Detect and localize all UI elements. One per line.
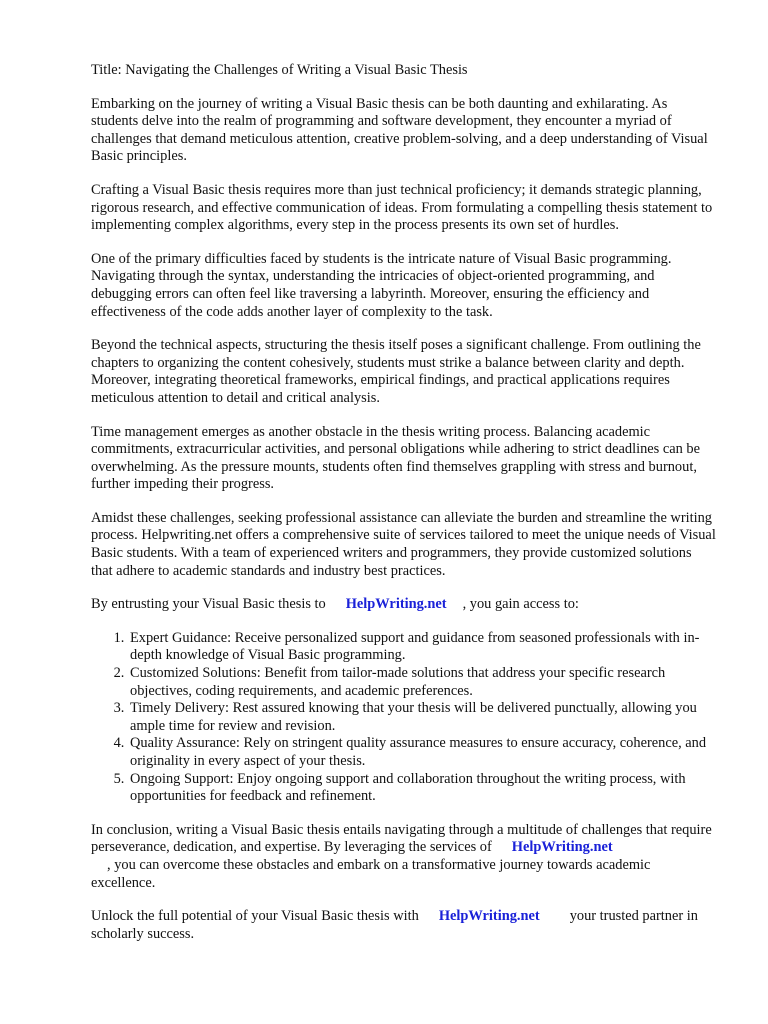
list-item: 1. Expert Guidance: Receive personalized support and guidance from seasoned professionals with in-depth knowledge of Visual Basic programming.: [128, 630, 716, 665]
paragraph-difficulties: One of the primary difficulties faced by students is the intricate nature of Visual Basic programming. Navigating through the syntax, understanding the intricacies of object-oriented programming, and debugging errors can often feel like traversing a labyrinth. Moreover, ensuring the efficiency and effectiveness of the code adds another layer of complexity to the task.: [91, 250, 672, 320]
list-item: 4. Quality Assurance: Rely on stringent quality assurance measures to ensure accuracy, coherence, and originality in every aspect of your thesis.: [128, 735, 716, 770]
paragraph-conclusion: [91, 822, 716, 892]
conclusion-text-before: In conclusion, writing a Visual Basic thesis entails navigating through a multitude of challenges that require perseverance, dedication, and expertise. By leveraging the services of: [91, 821, 712, 856]
paragraph-closing: [91, 908, 716, 943]
document-title: Title: Navigating the Challenges of Writing a Visual Basic Thesis: [91, 62, 468, 78]
helpwriting-link[interactable]: HelpWriting.net: [511, 839, 613, 856]
list-item: 5. Ongoing Support: Enjoy ongoing support and collaboration throughout the writing process, with opportunities for feedback and refinement.: [128, 771, 716, 806]
paragraph-crafting: Crafting a Visual Basic thesis requires more than just technical proficiency; it demands strategic planning, rigorous research, and effective communication of ideas. From formulating a compelling thesis statement to implementing complex algorithms, every step in the process presents its own set of hurdles.: [91, 181, 713, 234]
entrust-text-before: By entrusting your Visual Basic thesis to: [91, 596, 326, 613]
entrust-text-after: , you gain access to:: [462, 596, 579, 613]
benefits-list: [91, 630, 716, 806]
closing-text-before: Unlock the full potential of your Visual Basic thesis with: [91, 908, 419, 925]
paragraph-time-management: Time management emerges as another obstacle in the thesis writing process. Balancing academic commitments, extracurricular activities, and personal obligations while adhering to strict deadlines can be overwhelming. As the pressure mounts, students often find themselves grappling with stress and burnout, further impeding their progress.: [91, 423, 701, 493]
list-item: 2. Customized Solutions: Benefit from tailor-made solutions that address your specific research objectives, coding requirements, and academic preferences.: [128, 665, 716, 700]
helpwriting-link[interactable]: HelpWriting.net: [345, 596, 447, 613]
closing-text-after: your trusted partner in scholarly success.: [91, 908, 698, 942]
helpwriting-link[interactable]: HelpWriting.net: [438, 908, 540, 925]
paragraph-intro: Embarking on the journey of writing a Visual Basic thesis can be both daunting and exhilarating. As students delve into the realm of programming and software development, they encounter a myriad of challenges that demand meticulous attention, creative problem-solving, and a deep understanding of Visual Basic principles.: [91, 95, 708, 165]
conclusion-text-after: , you can overcome these obstacles and embark on a transformative journey towards academic excellence.: [91, 856, 651, 891]
list-item: 3. Timely Delivery: Rest assured knowing that your thesis will be delivered punctually, allowing you ample time for review and revision.: [128, 700, 716, 735]
paragraph-entrust: [91, 596, 716, 614]
paragraph-structuring: Beyond the technical aspects, structuring the thesis itself poses a significant challenge. From outlining the chapters to organizing the content cohesively, students must strike a balance between clarity and depth. Moreover, integrating theoretical frameworks, empirical findings, and practical applications requires meticulous attention to detail and critical analysis.: [91, 337, 701, 406]
paragraph-assistance: Amidst these challenges, seeking professional assistance can alleviate the burden and streamline the writing process. Helpwriting.net offers a comprehensive suite of services tailored to meet the unique needs of Visual Basic students. With a team of experienced writers and programmers, they provide customized solutions that adhere to academic standards and industry best practices.: [91, 509, 716, 579]
